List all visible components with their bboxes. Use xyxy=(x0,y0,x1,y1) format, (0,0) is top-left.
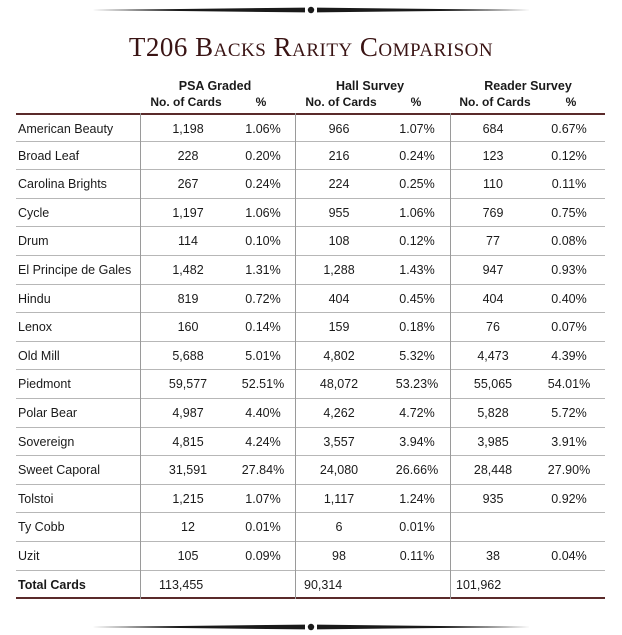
psa-count: 160 xyxy=(177,320,199,335)
reader-count: 28,448 xyxy=(473,463,513,478)
psa-pct: 0.01% xyxy=(245,520,281,535)
reader-pct xyxy=(544,513,594,541)
hall-count-header: No. of Cards xyxy=(305,95,377,109)
table-row xyxy=(16,142,605,171)
hall-pct: 1.06% xyxy=(399,205,435,220)
hall-pct: 4.72% xyxy=(399,405,435,420)
reader-pct: 5.72% xyxy=(551,405,587,420)
table-row xyxy=(16,170,605,199)
psa-pct: 0.10% xyxy=(245,234,281,249)
hall-count: 216 xyxy=(328,148,350,163)
rarity-table xyxy=(16,113,605,599)
psa-count: 4,987 xyxy=(172,405,204,420)
psa-pct: 1.06% xyxy=(245,205,281,220)
psa-count: 1,482 xyxy=(172,262,204,277)
hall-count: 24,080 xyxy=(319,463,359,478)
totals-label: Total Cards xyxy=(18,577,86,592)
hall-count: 108 xyxy=(328,234,350,249)
row-name: Piedmont xyxy=(18,377,71,392)
psa-pct: 0.24% xyxy=(245,177,281,192)
psa-count: 228 xyxy=(177,148,199,163)
reader-pct: 0.04% xyxy=(551,548,587,563)
reader-count: 684 xyxy=(482,122,504,136)
table-row xyxy=(16,113,605,142)
reader-count-header: No. of Cards xyxy=(459,95,531,109)
hall-count: 224 xyxy=(328,177,350,192)
reader-count: 5,828 xyxy=(477,405,509,420)
column-divider xyxy=(450,113,451,599)
table-row xyxy=(16,456,605,485)
table-row xyxy=(16,342,605,371)
hall-count: 48,072 xyxy=(319,377,359,392)
table-row xyxy=(16,199,605,228)
reader-count xyxy=(453,513,533,541)
psa-pct: 0.72% xyxy=(245,291,281,306)
table-row xyxy=(16,227,605,256)
hall-pct: 26.66% xyxy=(395,463,439,478)
reader-pct: 0.40% xyxy=(551,291,587,306)
psa-count: 267 xyxy=(177,177,199,192)
bottom-decorative-rule xyxy=(0,621,622,633)
reader-pct: 0.12% xyxy=(551,148,587,163)
psa-count: 105 xyxy=(177,548,199,563)
hall-pct: 0.11% xyxy=(399,548,435,563)
hall-pct: 0.18% xyxy=(399,320,435,335)
hall-count: 4,262 xyxy=(323,405,355,420)
psa-count: 59,577 xyxy=(168,377,208,392)
hall-count: 966 xyxy=(328,122,350,136)
hall-count: 6 xyxy=(335,520,343,535)
psa-count: 1,197 xyxy=(172,205,204,220)
hall-pct: 3.94% xyxy=(399,434,435,449)
table-row xyxy=(16,313,605,342)
table-row xyxy=(16,370,605,399)
hall-count: 955 xyxy=(328,205,350,220)
psa-graded-header: PSA Graded xyxy=(178,79,252,93)
hall-count: 159 xyxy=(328,320,350,335)
reader-count: 123 xyxy=(482,148,504,163)
reader-pct: 0.75% xyxy=(551,205,587,220)
hall-pct: 5.32% xyxy=(399,348,435,363)
hall-pct: 0.25% xyxy=(399,177,435,192)
hall-count: 1,117 xyxy=(323,491,355,506)
reader-count: 38 xyxy=(486,548,500,563)
psa-count: 31,591 xyxy=(168,463,208,478)
reader-pct: 54.01% xyxy=(547,377,591,392)
hall-pct: 53.23% xyxy=(395,377,439,392)
hall-pct: 1.07% xyxy=(399,122,435,136)
table-row xyxy=(16,285,605,314)
reader-pct: 0.93% xyxy=(551,262,587,277)
reader-count: 404 xyxy=(482,291,504,306)
psa-count: 1,198 xyxy=(172,122,204,136)
hall-survey-header: Hall Survey xyxy=(335,79,405,93)
row-name: El Principe de Gales xyxy=(18,262,132,277)
reader-pct: 0.11% xyxy=(551,177,587,192)
psa-pct: 0.14% xyxy=(245,320,281,335)
psa-pct: 1.06% xyxy=(245,122,281,136)
psa-pct-header: % xyxy=(255,95,267,109)
table-row xyxy=(16,513,605,542)
reader-pct: 3.91% xyxy=(551,434,587,449)
hall-pct: 0.01% xyxy=(399,520,435,535)
psa-pct: 0.09% xyxy=(245,548,281,563)
psa-count: 4,815 xyxy=(172,434,204,449)
row-name: Polar Bear xyxy=(18,405,78,420)
reader-count: 76 xyxy=(486,320,500,335)
row-name: Broad Leaf xyxy=(18,148,80,163)
psa-count: 114 xyxy=(178,234,198,249)
row-name: Drum xyxy=(18,234,49,249)
reader-count: 769 xyxy=(482,205,504,220)
table-row xyxy=(16,428,605,457)
psa-count: 12 xyxy=(181,520,195,535)
row-name: Lenox xyxy=(18,320,53,335)
psa-pct: 27.84% xyxy=(241,463,285,478)
psa-pct: 4.40% xyxy=(245,405,281,420)
page-title: T206 Backs Rarity Comparison xyxy=(128,32,494,62)
hall-count: 98 xyxy=(332,548,346,563)
reader-pct-header: % xyxy=(565,95,577,109)
row-name: Sweet Caporal xyxy=(18,463,100,478)
hall-pct: 0.45% xyxy=(399,291,435,306)
psa-pct: 1.07% xyxy=(245,491,281,506)
row-name: Hindu xyxy=(18,291,51,306)
row-name: Sovereign xyxy=(18,434,75,449)
hall-count: 4,802 xyxy=(323,348,355,363)
psa-count: 819 xyxy=(177,291,199,306)
reader-count: 947 xyxy=(482,262,504,277)
reader-total: 101,962 xyxy=(456,577,502,592)
reader-count: 935 xyxy=(482,491,504,506)
hall-count: 404 xyxy=(328,291,350,306)
psa-pct: 52.51% xyxy=(241,377,285,392)
row-name: Old Mill xyxy=(18,348,60,363)
psa-count-header: No. of Cards xyxy=(150,95,222,109)
row-name: Tolstoi xyxy=(18,491,54,506)
reader-count: 4,473 xyxy=(477,348,509,363)
psa-pct: 1.31% xyxy=(245,262,281,277)
psa-total: 113,455 xyxy=(159,577,204,592)
totals-row xyxy=(16,571,605,600)
psa-pct: 5.01% xyxy=(245,348,281,363)
reader-count: 77 xyxy=(486,234,500,249)
top-decorative-rule xyxy=(0,4,622,16)
table-row xyxy=(16,542,605,571)
row-name: Cycle xyxy=(18,205,50,220)
table-row xyxy=(16,485,605,514)
reader-pct: 0.67% xyxy=(551,122,587,136)
reader-count: 3,985 xyxy=(477,434,509,449)
column-divider xyxy=(140,113,141,599)
table-row xyxy=(16,399,605,428)
reader-count: 110 xyxy=(483,177,503,192)
reader-pct: 0.92% xyxy=(551,491,587,506)
reader-count: 55,065 xyxy=(473,377,513,392)
hall-pct: 0.24% xyxy=(399,148,435,163)
row-name: Carolina Brights xyxy=(18,177,107,192)
column-divider xyxy=(295,113,296,599)
hall-pct: 1.24% xyxy=(399,491,435,506)
row-name: Ty Cobb xyxy=(18,520,65,535)
hall-total: 90,314 xyxy=(304,577,343,592)
hall-count: 1,288 xyxy=(323,262,355,277)
psa-count: 5,688 xyxy=(172,348,204,363)
hall-pct: 0.12% xyxy=(399,234,435,249)
hall-pct: 1.43% xyxy=(399,262,435,277)
psa-pct: 4.24% xyxy=(245,434,281,449)
reader-survey-header: Reader Survey xyxy=(484,79,572,93)
reader-pct: 27.90% xyxy=(547,463,591,478)
reader-pct: 4.39% xyxy=(551,348,587,363)
hall-pct-header: % xyxy=(410,95,422,109)
psa-count: 1,215 xyxy=(172,491,204,506)
reader-pct: 0.08% xyxy=(551,234,587,249)
row-name: Uzit xyxy=(18,548,40,563)
reader-pct: 0.07% xyxy=(551,320,587,335)
psa-pct: 0.20% xyxy=(245,148,281,163)
hall-count: 3,557 xyxy=(323,434,355,449)
row-name: American Beauty xyxy=(18,122,114,136)
table-row xyxy=(16,256,605,285)
